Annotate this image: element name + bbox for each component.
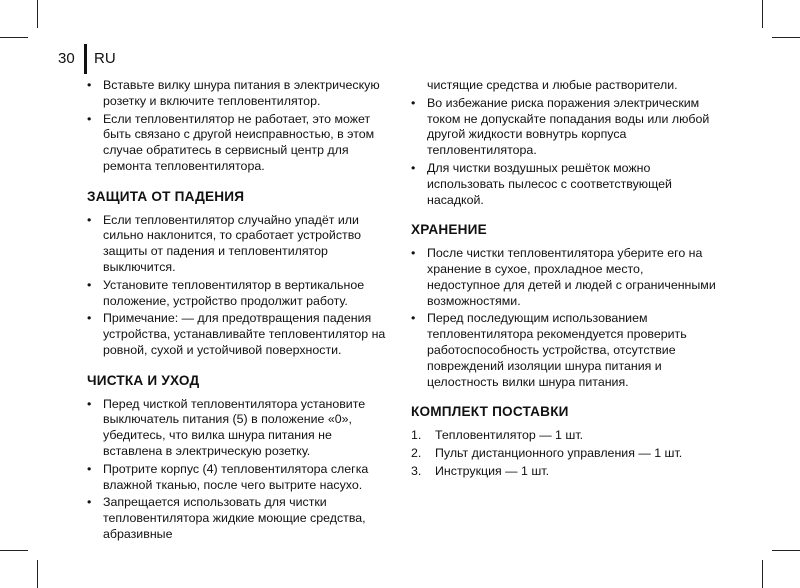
list-item: • После чистки тепловентилятора уберите его на хранение в сухое, прохладное место, недоступное для детей и людей с ограниченными возможностями. — [411, 246, 716, 309]
language-label: RU — [94, 50, 116, 67]
list-item — [411, 464, 716, 480]
list-item: • Запрещается использовать для чистки тепловентилятора жидкие моющие средства, абразивные — [87, 495, 387, 542]
list-item: • Установите тепловентилятор в вертикальное положение, устройство продолжит работу. — [87, 278, 387, 310]
package-contents-list — [411, 428, 716, 479]
list-item: • Для чистки воздушных решёток можно использовать пылесос с соответствующей насадкой. — [411, 161, 716, 208]
fall-protection-list — [87, 213, 387, 359]
list-item: • Примечание: — для предотвращения падения устройства, устанавливайте тепловентилятор на ровной, сухой и устойчивой поверхности. — [87, 311, 387, 358]
storage-list — [411, 246, 716, 390]
list-item — [411, 446, 716, 462]
list-item: • Если тепловентилятор не работает, это может быть связано с другой неисправностью, в этом случае обратитесь в сервисный центр для ремонта тепловентилятора. — [87, 112, 387, 175]
header-divider — [84, 44, 87, 74]
item-text: Пульт дистанционного управления — 1 шт. — [435, 445, 683, 460]
item-number: 2. — [411, 445, 422, 460]
list-item: • Во избежание риска поражения электрическим током не допускайте попадания воды или любой другой жидкости вовнутрь корпуса тепловентилятора. — [411, 96, 716, 159]
item-number: 3. — [411, 463, 422, 478]
item-text: Тепловентилятор — 1 шт. — [435, 428, 584, 443]
list-item: • Если тепловентилятор случайно упадёт или сильно наклонится, то сработает устройство защиты от падения и тепловентилятор выключится. — [87, 213, 387, 276]
list-item: • Вставьте вилку шнура питания в электрическую розетку и включите тепловентилятор. — [87, 78, 387, 110]
section-title-storage: ХРАНЕНИЕ — [411, 222, 487, 238]
list-item-continued: чистящие средства и любые растворители. — [427, 78, 678, 92]
crop-mark — [0, 37, 28, 38]
crop-mark — [772, 37, 800, 38]
list-item — [411, 428, 716, 444]
crop-mark — [772, 550, 800, 551]
item-text: Инструкция — 1 шт. — [435, 463, 550, 478]
crop-mark — [762, 0, 763, 28]
right-column — [411, 78, 716, 482]
left-column — [87, 78, 387, 545]
crop-mark — [0, 550, 28, 551]
page-number: 30 — [58, 50, 75, 67]
cleaning-list — [87, 397, 387, 543]
item-number: 1. — [411, 428, 422, 443]
list-item: • Перед последующим использованием тепловентилятора рекомендуется проверить работоспособность устройства, отсутствие повреждений изоляции шнура питания и целостность вилки шнура питания. — [411, 311, 716, 390]
crop-mark — [37, 560, 38, 588]
crop-mark — [37, 0, 38, 28]
list-item: • Перед чисткой тепловентилятора установите выключатель питания (5) в положение «0», убедитесь, что вилка шнура питания не вставлена в электрическую розетку. — [87, 397, 387, 460]
section-title-package-contents: КОМПЛЕКТ ПОСТАВКИ — [411, 404, 569, 420]
section-title-cleaning: ЧИСТКА И УХОД — [87, 372, 200, 388]
section-title-fall-protection: ЗАЩИТА ОТ ПАДЕНИЯ — [87, 188, 245, 204]
crop-mark — [762, 560, 763, 588]
list-item: • Протрите корпус (4) тепловентилятора слегка влажной тканью, после чего вытрите насухо. — [87, 462, 387, 494]
cleaning-list-continued — [411, 96, 716, 209]
intro-list — [87, 78, 387, 175]
